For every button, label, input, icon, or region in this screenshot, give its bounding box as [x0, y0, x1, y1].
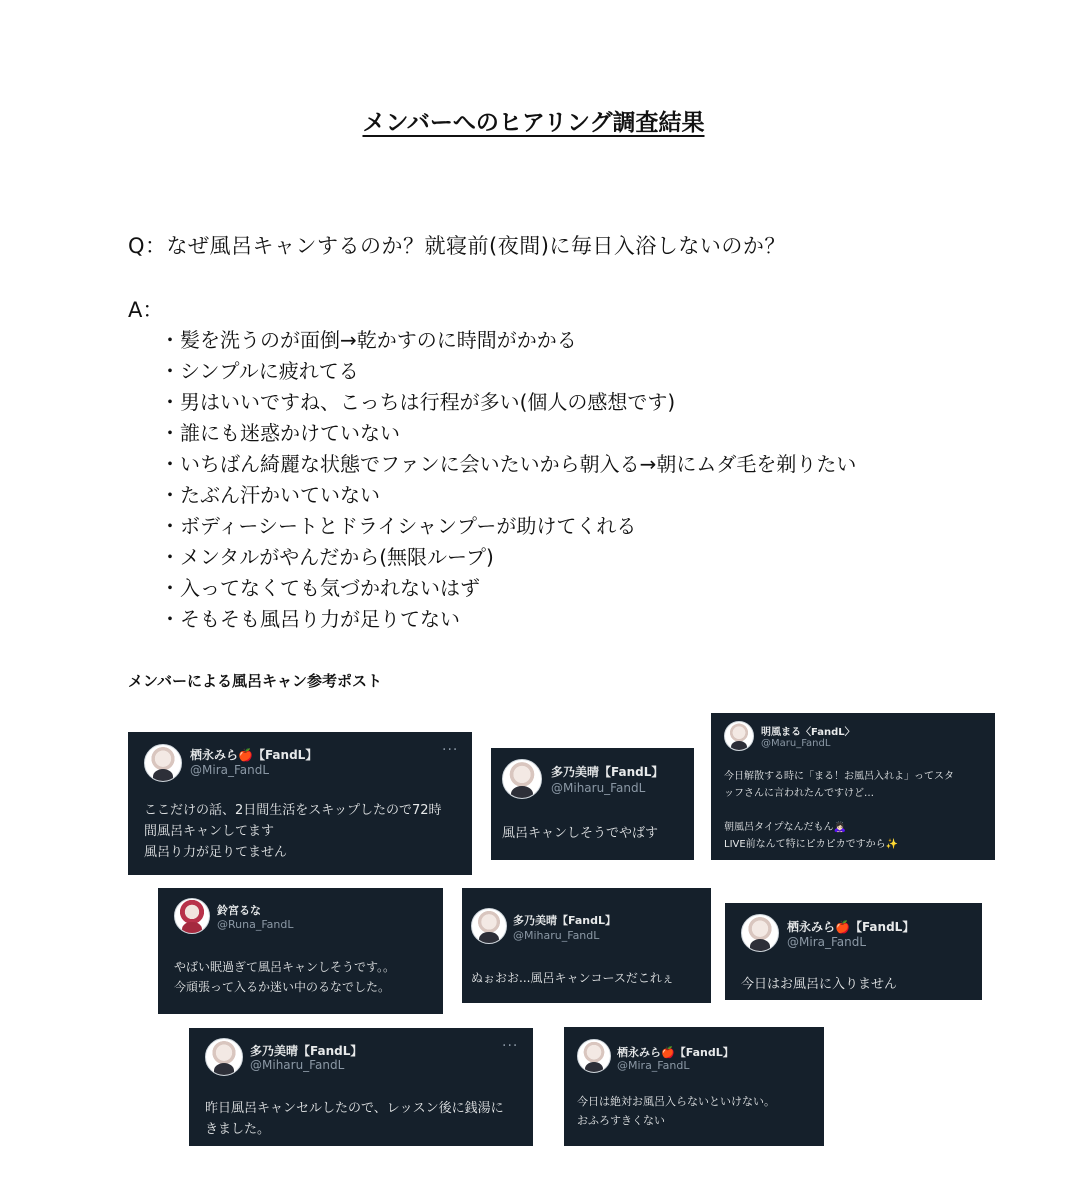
- answer-item: ・いちばん綺麗な状態でファンに会いたいから朝入る→朝にムダ毛を剃りたい: [160, 452, 857, 476]
- post-author-handle: @Miharu_FandL: [250, 1058, 345, 1072]
- more-options-icon[interactable]: ···: [502, 1038, 519, 1054]
- avatar: [174, 898, 210, 934]
- avatar: [205, 1038, 243, 1076]
- answer-item: ・髪を洗うのが面倒→乾かすのに時間がかかる: [160, 328, 577, 352]
- post-author-handle: @Mira_FandL: [787, 935, 867, 949]
- post-author-name: 鈴宮るな: [217, 904, 261, 917]
- post-card: [725, 903, 982, 1000]
- post-author-name: 栖永みら🍎【FandL】: [787, 920, 915, 934]
- question-text: Q：なぜ風呂キャンするのか？就寝前(夜間)に毎日入浴しないのか？: [128, 234, 786, 258]
- post-body: ここだけの話、2日間生活をスキップしたので72時 間風呂キャンしてます 風呂り力が足りてません: [144, 803, 442, 860]
- post-author-name: 多乃美晴【FandL】: [250, 1044, 363, 1058]
- post-body: 今日解散する時に「まる！お風呂入れよ」ってスタ ッフさんに言われたんですけど… 朝風呂タイプなんだもん🙇🏻‍♀️ LIVE前なんて特にピカピカですから✨: [724, 771, 954, 850]
- avatar: [144, 744, 182, 782]
- avatar: [502, 759, 542, 799]
- post-card: [128, 732, 472, 875]
- post-author-name: 栖永みら🍎【FandL】: [617, 1046, 734, 1059]
- answer-item: ・シンプルに疲れてる: [160, 359, 359, 383]
- post-body: やばい眠過ぎて風呂キャンしそうです。。 今頑張って入るか迷い中のるなでした。: [174, 960, 396, 994]
- post-card: [158, 888, 443, 1014]
- page-title: メンバーへのヒアリング調査結果: [362, 110, 705, 136]
- post-author-name: 明風まる〈FandL〉: [761, 727, 855, 738]
- post-card: [564, 1027, 824, 1146]
- post-card: [462, 888, 711, 1003]
- post-author-handle: @Mira_FandL: [617, 1059, 690, 1072]
- post-author-handle: @Mira_FandL: [190, 763, 270, 777]
- post-author-name: 栖永みら🍎【FandL】: [190, 748, 318, 762]
- avatar: [471, 908, 507, 944]
- post-body: 今日は絶対お風呂入らないといけない。 おふろすきくない: [577, 1095, 775, 1127]
- avatar: [724, 721, 754, 751]
- post-body: 今日はお風呂に入りません: [741, 977, 898, 992]
- answer-item: ・入ってなくても気づかれないはず: [160, 576, 480, 600]
- post-author-handle: @Miharu_FandL: [551, 781, 646, 795]
- post-author-handle: @Maru_FandL: [761, 738, 831, 749]
- post-author-handle: @Runa_FandL: [217, 918, 294, 931]
- post-author-name: 多乃美晴【FandL】: [513, 914, 617, 927]
- answer-item: ・たぶん汗かいていない: [160, 483, 380, 507]
- avatar: [741, 914, 779, 952]
- post-card: [711, 713, 995, 860]
- post-body: ぬぉおお...風呂キャンコースだこれぇ: [471, 971, 674, 985]
- answer-item: ・誰にも迷惑かけていない: [160, 421, 400, 445]
- section-title: メンバーによる風呂キャン参考ポスト: [128, 672, 382, 690]
- post-author-name: 多乃美晴【FandL】: [551, 765, 664, 779]
- answer-item: ・そもそも風呂り力が足りてない: [160, 607, 460, 631]
- post-card: [491, 748, 694, 860]
- answer-item: ・男はいいですね、こっちは行程が多い(個人の感想です): [160, 390, 676, 414]
- more-options-icon[interactable]: ···: [442, 742, 459, 758]
- answer-item: ・ボディーシートとドライシャンプーが助けてくれる: [160, 514, 637, 538]
- answer-list: [160, 325, 856, 635]
- avatar: [577, 1039, 611, 1073]
- post-card: [189, 1028, 533, 1146]
- post-body: 風呂キャンしそうでやばす: [502, 826, 659, 841]
- answer-item: ・メンタルがやんだから(無限ループ): [160, 545, 494, 569]
- answer-label: A：: [128, 298, 164, 322]
- post-author-handle: @Miharu_FandL: [513, 929, 600, 942]
- post-body: 昨日風呂キャンセルしたので、レッスン後に銭湯に きました。: [205, 1101, 504, 1137]
